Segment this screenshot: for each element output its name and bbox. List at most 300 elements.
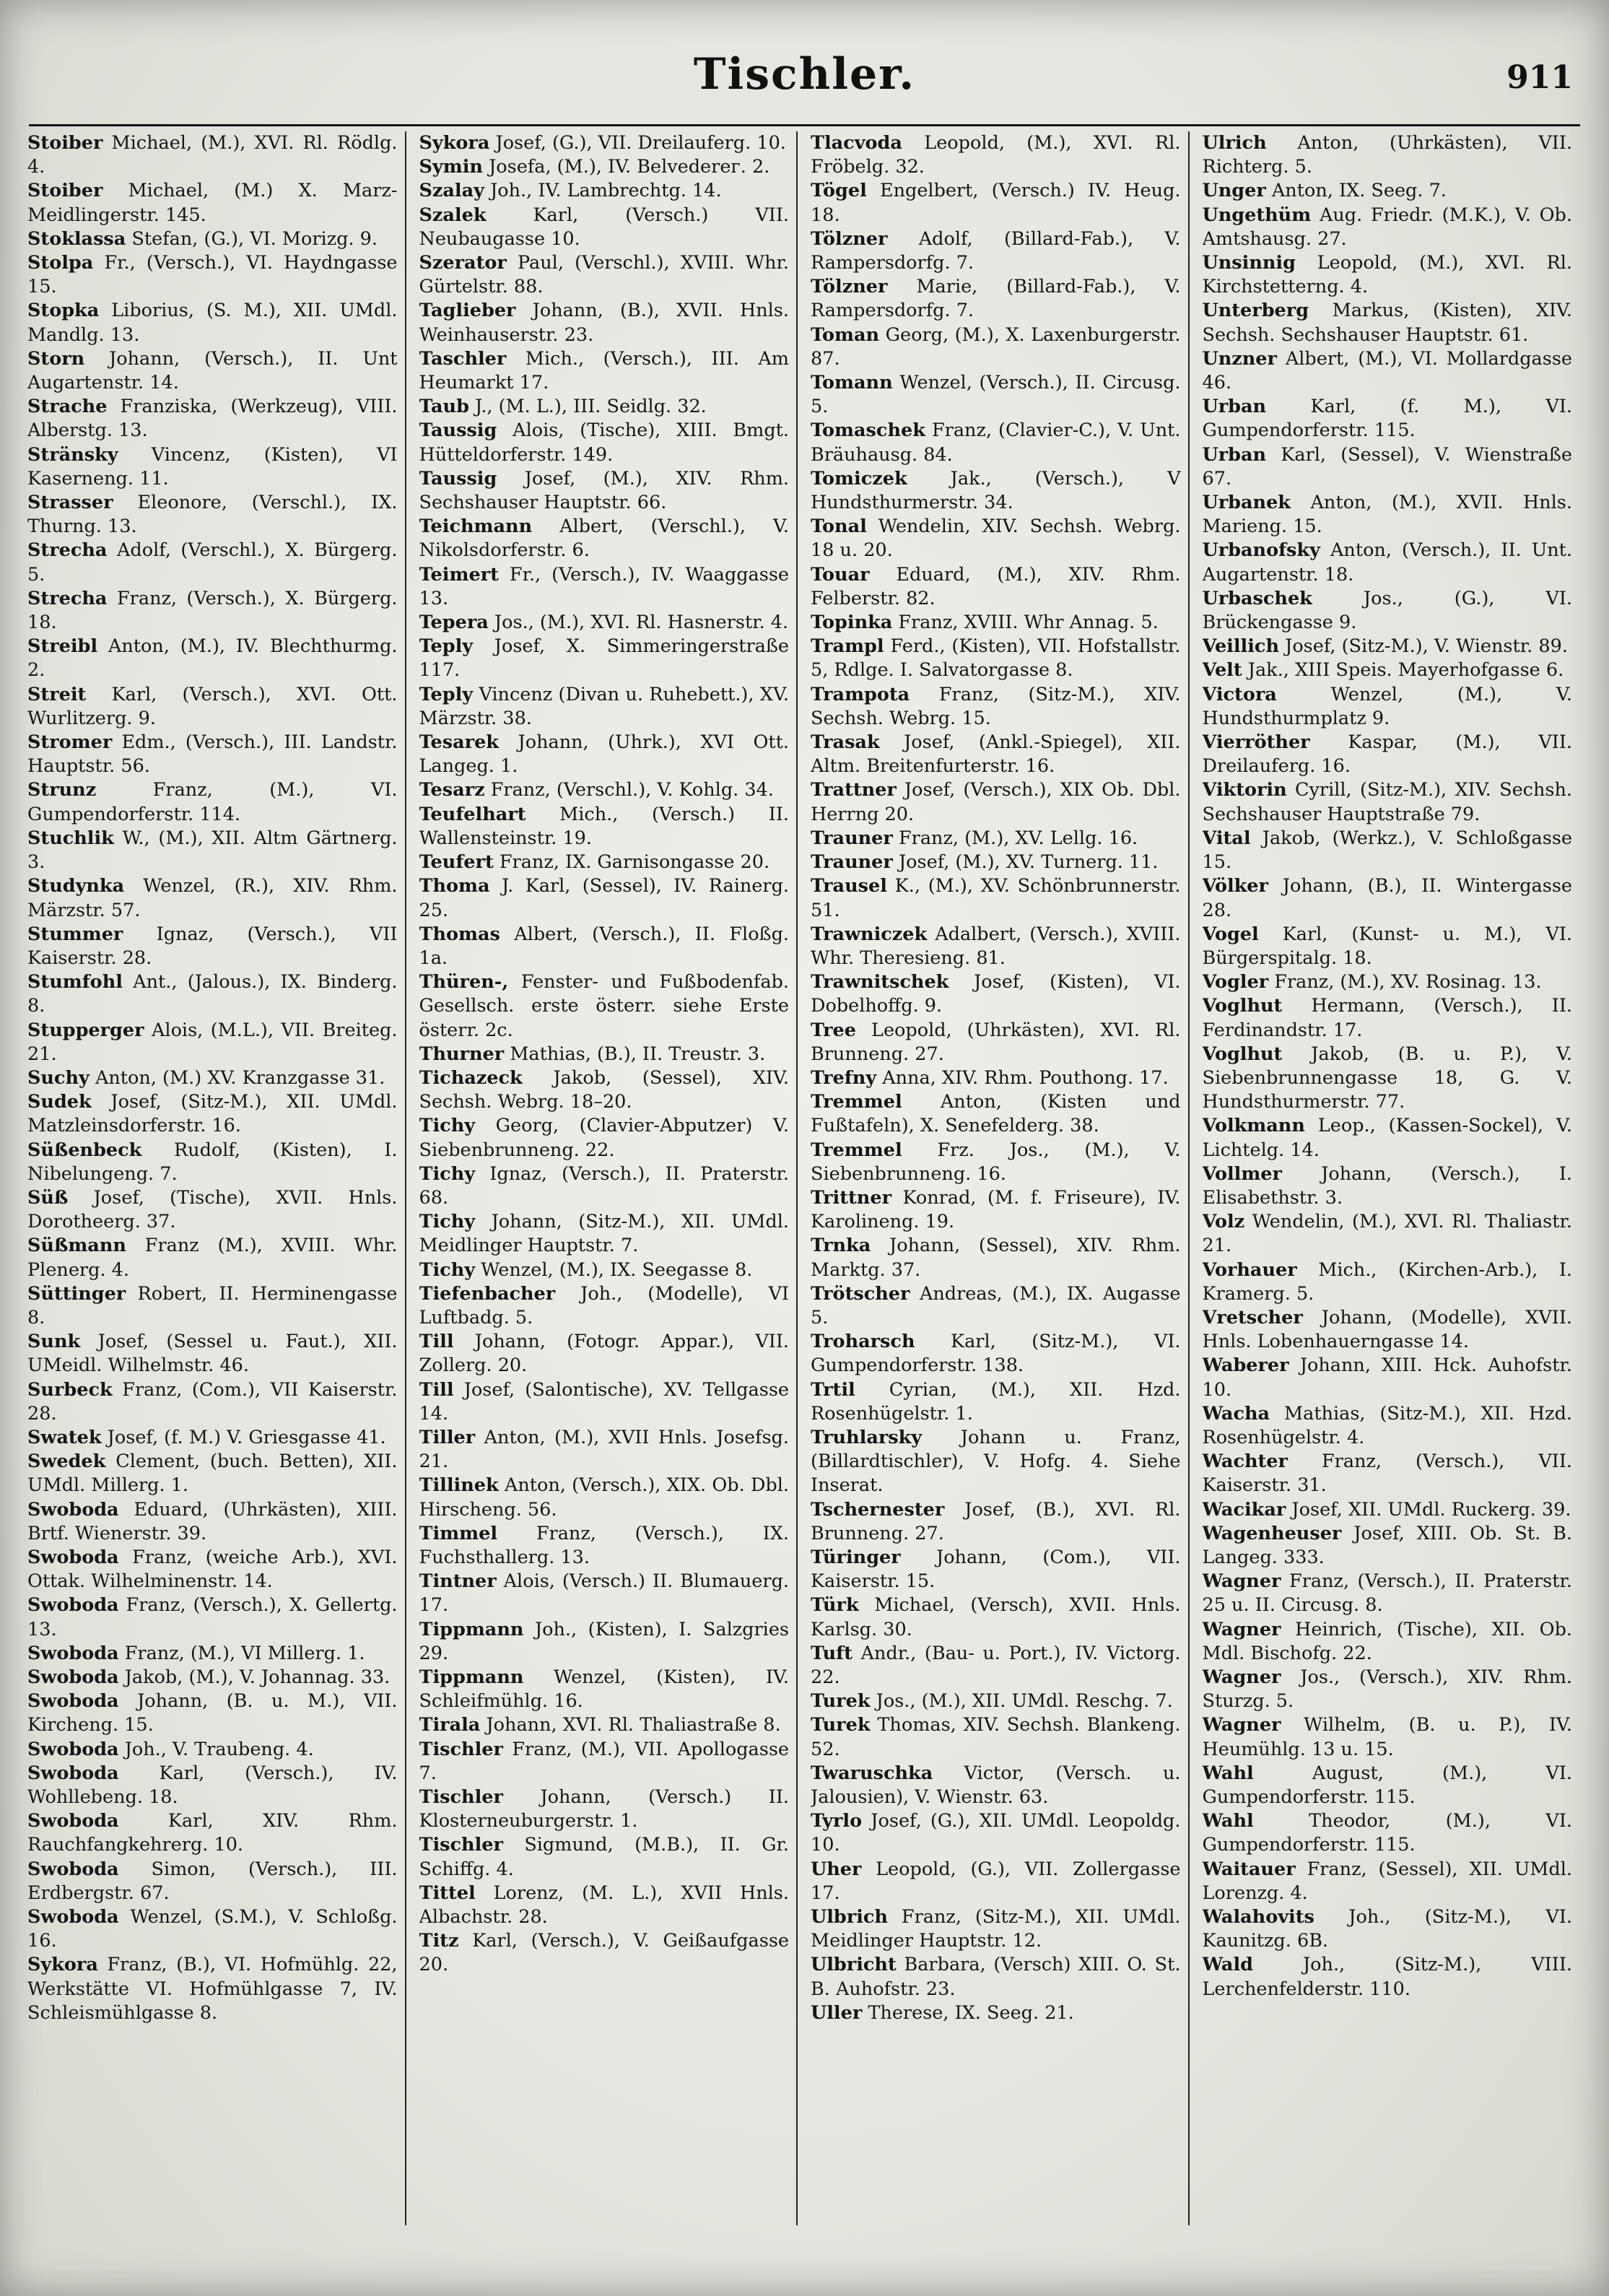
entry-details: Joh., (Sitz-M.), VI. Kaunitzg. 6B.	[1202, 1906, 1572, 1952]
entry-details: Jak., (Versch.), V Hundsthurmerstr. 34.	[811, 467, 1181, 514]
directory-entry	[811, 1282, 1181, 1330]
entry-surname: Swoboda	[27, 1906, 119, 1928]
directory-entry	[419, 1666, 790, 1713]
column-4	[1203, 131, 1580, 2225]
entry-details: Josef, (Tische), XVII. Hnls. Dorotheerg. 37.	[27, 1186, 398, 1233]
entry-details: Josef, (M.), XIV. Rhm. Sechshauser Hauptstr. 66.	[419, 467, 789, 514]
entry-details: Liborius, (S. M.), XII. UMdl. Mandlg. 13.	[27, 300, 398, 346]
entry-surname: Trauner	[811, 851, 893, 874]
directory-entry	[1203, 347, 1573, 395]
entry-details: Josef, (Kisten), VI. Dobelhoffg. 9.	[811, 971, 1181, 1017]
entry-details: Lorenz, (M. L.), XVII Hnls. Albachstr. 28.	[419, 1882, 789, 1928]
directory-entry	[27, 683, 398, 731]
entry-surname: Tiefenbacher	[419, 1282, 556, 1305]
entry-details: Georg, (M.), X. Laxenburgerstr. 87.	[811, 323, 1181, 370]
directory-entry	[811, 323, 1181, 371]
entry-details: Anton, (M.) XV. Kranzgasse 31.	[95, 1066, 385, 1089]
directory-entry	[811, 275, 1181, 323]
entry-surname: Tippmann	[419, 1618, 524, 1640]
entry-surname: Swoboda	[27, 1642, 119, 1664]
entry-details: Karl, (Kunst- u. M.), VI. Bürgerspitalg. 18.	[1202, 923, 1572, 969]
entry-details: Leopold, (M.), XVI. Rl. Fröbelg. 32.	[811, 132, 1181, 178]
entry-surname: Victora	[1202, 683, 1277, 705]
entry-surname: Stuchlik	[27, 827, 114, 849]
entry-details: Wenzel, (M.), V. Hundsthurmplatz 9.	[1202, 683, 1572, 729]
entry-surname: Waberer	[1202, 1354, 1289, 1377]
entry-surname: Vorhauer	[1202, 1258, 1297, 1281]
entry-details: Hermann, (Versch.), II. Ferdinandstr. 17.	[1202, 995, 1572, 1041]
entry-details: Johann u. Franz, (Billardtischler), V. Hofg. 4. Siehe Inserat.	[811, 1426, 1181, 1497]
directory-entry	[1203, 539, 1573, 586]
entry-details: Josefa, (M.), IV. Belvederег. 2.	[489, 156, 770, 178]
directory-entry	[419, 1474, 790, 1521]
directory-entry	[419, 778, 790, 802]
entry-details: Franz (M.), XVIII. Whr. Plenerg. 4.	[27, 1235, 398, 1281]
entry-surname: Trampota	[811, 683, 910, 705]
entry-surname: Turek	[811, 1714, 871, 1736]
entry-details: Franziska, (Werkzeug), VIII. Alberstg. 13.	[27, 396, 398, 442]
directory-entry	[27, 1809, 398, 1857]
entry-details: Joh., IV. Lambrechtg. 14.	[490, 180, 722, 202]
directory-entry	[811, 1953, 1181, 2001]
entry-details: Joh., (Modelle), VI Luftbadg. 5.	[419, 1282, 789, 1329]
entry-surname: Swoboda	[27, 1594, 119, 1617]
entry-details: Franz, (M.), VI Millerg. 1.	[124, 1642, 365, 1664]
entry-surname: Süßenbeck	[27, 1139, 142, 1161]
entry-details: Thomas, XIV. Sechsh. Blankeng. 52.	[811, 1714, 1181, 1760]
directory-entry	[811, 827, 1181, 851]
directory-entry	[27, 251, 398, 299]
entry-surname: Stoiber	[27, 132, 103, 154]
directory-entry	[811, 467, 1181, 515]
entry-surname: Thüren-,	[419, 971, 509, 993]
directory-entry	[811, 851, 1181, 874]
entry-surname: Toman	[811, 323, 880, 346]
entry-details: Mich., (Kirchen-Arb.), I. Kramerg. 5.	[1202, 1258, 1573, 1305]
directory-entry	[1203, 1570, 1573, 1617]
entry-details: Franz, XVIII. Whr Annag. 5.	[898, 612, 1159, 634]
directory-entry	[27, 1858, 398, 1905]
directory-entry	[27, 1330, 398, 1378]
entry-details: Victor, (Versch. u. Jalousien), V. Wienstr. 63.	[811, 1762, 1181, 1809]
directory-entry	[419, 1929, 790, 1977]
entry-surname: Swoboda	[27, 1810, 119, 1832]
directory-entry	[27, 1282, 398, 1330]
entry-surname: Wald	[1202, 1954, 1253, 1976]
entry-details: Ignaz, (Versch.), VII Kaiserstr. 28.	[27, 923, 398, 969]
directory-entry	[1203, 923, 1573, 970]
directory-entry	[1203, 179, 1573, 203]
entry-surname: Titz	[419, 1930, 459, 1952]
entry-surname: Trawnitschek	[811, 971, 949, 993]
directory-entry	[27, 1066, 398, 1090]
directory-entry	[811, 1330, 1181, 1378]
entry-details: Leop., (Kassen-Sockel), V. Lichtelg. 14.	[1202, 1115, 1572, 1161]
column-3	[811, 131, 1190, 2225]
directory-entry	[419, 155, 790, 179]
entry-details: Franz, (Versch.), X. Gellertg. 13.	[27, 1594, 398, 1640]
directory-entry	[811, 131, 1181, 179]
entry-surname: Strasser	[27, 492, 113, 514]
directory-entry	[1203, 1043, 1573, 1115]
entry-details: Jakob, (B. u. P.), V. Siebenbrunnengasse 18, G. V. Hundsthurmerstr. 77.	[1202, 1043, 1573, 1113]
entry-details: Eleonore, (Verschl.), IX. Thurng. 13.	[27, 492, 398, 538]
entry-details: Johann, (Sessel), XIV. Rhm. Marktg. 37.	[811, 1235, 1181, 1281]
entry-details: Michael, (Versch), XVII. Hnls. Karlsg. 30.	[811, 1594, 1181, 1640]
entry-surname: Tippmann	[419, 1666, 524, 1688]
entry-surname: Stumfohl	[27, 971, 123, 993]
directory-entry	[419, 1210, 790, 1258]
entry-surname: Wagenheuser	[1202, 1522, 1342, 1544]
directory-entry	[1203, 587, 1573, 635]
entry-surname: Strecha	[27, 587, 108, 609]
entry-surname: Ulbrich	[811, 1906, 888, 1928]
directory-entry	[1203, 1522, 1573, 1570]
entry-surname: Tittel	[419, 1882, 476, 1904]
directory-entry	[27, 874, 398, 922]
directory-entry	[811, 1139, 1181, 1186]
entry-details: Leopold, (Uhrkästen), XVI. Rl. Brunneng. 27.	[811, 1019, 1181, 1065]
directory-entry	[419, 851, 790, 874]
directory-entry	[1203, 731, 1573, 778]
entry-surname: Urban	[1202, 443, 1267, 466]
entry-surname: Taschler	[419, 347, 507, 370]
directory-entry	[419, 970, 790, 1043]
entry-surname: Unterberg	[1202, 300, 1309, 322]
entry-surname: Sykora	[27, 1954, 98, 1976]
directory-entry	[811, 611, 1181, 635]
entry-surname: Trefny	[811, 1066, 877, 1089]
entry-details: Adolf, (Verschl.), X. Bürgerg. 5.	[27, 539, 398, 586]
entry-surname: Tree	[811, 1019, 857, 1041]
directory-entry	[27, 443, 398, 491]
entry-surname: Vogel	[1202, 923, 1259, 945]
entry-details: Mathias, (B.), II. Treustr. 3.	[510, 1043, 766, 1065]
directory-entry	[811, 731, 1181, 778]
directory-entry	[1203, 970, 1573, 994]
entry-details: Vincenz (Divan u. Ruhebett.), XV. Märzstr. 38.	[419, 683, 790, 729]
entry-details: Mich., (Versch.) II. Wallensteinstr. 19.	[419, 803, 790, 849]
directory-entry	[811, 1426, 1181, 1498]
entry-details: Wendelin, (M.), XVI. Rl. Thaliastr. 21.	[1202, 1211, 1572, 1257]
entry-surname: Topinka	[811, 612, 893, 634]
entry-details: Johann, (Versch.) II. Klosterneuburgerstr. 1.	[419, 1786, 790, 1832]
entry-details: Josef, XIII. Ob. St. B. Langeg. 333.	[1202, 1522, 1572, 1568]
entry-surname: Trausel	[811, 875, 887, 897]
directory-entry	[27, 1642, 398, 1666]
entry-surname: Surbeck	[27, 1378, 113, 1401]
entry-surname: Trötscher	[811, 1282, 910, 1305]
entry-surname: Swoboda	[27, 1498, 119, 1521]
entry-details: Johann, (Uhrk.), XVI Ott. Langeg. 1.	[419, 731, 789, 778]
entry-surname: Wacha	[1202, 1402, 1270, 1425]
entry-surname: Vretscher	[1202, 1306, 1303, 1329]
directory-entry	[419, 299, 790, 347]
entry-surname: Tichazeck	[419, 1066, 523, 1089]
directory-entry	[27, 491, 398, 539]
entry-details: Fr., (Versch.), IV. Waaggasse 13.	[419, 563, 790, 609]
entry-details: Wenzel, (R.), XIV. Rhm. Märzstr. 57.	[27, 875, 398, 921]
directory-entry	[27, 1546, 398, 1593]
entry-surname: Taussig	[419, 467, 497, 490]
entry-details: Karl, (Versch.), XVI. Ott. Wurlitzerg. 9.	[27, 683, 398, 729]
entry-surname: Trasak	[811, 731, 880, 754]
entry-surname: Sunk	[27, 1331, 81, 1353]
entry-surname: Walahovits	[1202, 1906, 1314, 1928]
entry-details: Stefan, (G.), VI. Morizg. 9.	[131, 227, 378, 250]
entry-surname: Tichy	[419, 1115, 476, 1137]
entry-surname: Szalay	[419, 180, 484, 202]
entry-surname: Trampl	[811, 635, 884, 658]
entry-details: Andreas, (M.), IX. Augasse 5.	[811, 1282, 1181, 1329]
entry-details: Franz, (Verschl.), V. Kohlg. 34.	[490, 779, 774, 801]
entry-details: Theodor, (M.), VI. Gumpendorferstr. 115.	[1202, 1810, 1573, 1856]
page-title: Tischler.	[693, 49, 916, 100]
directory-entry	[811, 1186, 1181, 1234]
entry-details: Joh., (Kisten), I. Salzgries 29.	[419, 1618, 790, 1664]
directory-entry	[419, 1258, 790, 1282]
entry-surname: Teufert	[419, 851, 494, 874]
entry-details: J., (M. L.), III. Seidlg. 32.	[475, 396, 707, 418]
entry-details: Karl, (Versch.), IV. Wohllebeng. 18.	[27, 1762, 398, 1809]
entry-surname: Stolpa	[27, 252, 94, 274]
directory-entry	[811, 683, 1181, 731]
entry-surname: Stromer	[27, 731, 113, 754]
entry-details: Karl, (f. M.), VI. Gumpendorferstr. 115.	[1202, 396, 1573, 442]
entry-details: Jos., (M.), XVI. Rl. Hasnerstr. 4.	[494, 612, 789, 634]
directory-entry	[419, 1882, 790, 1929]
directory-entry	[1203, 1809, 1573, 1857]
entry-details: Edm., (Versch.), III. Landstr. Hauptstr. 56.	[27, 731, 398, 778]
entry-surname: Tischler	[419, 1786, 503, 1809]
directory-entry	[419, 1162, 790, 1210]
entry-details: Wenzel, (S.M.), V. Schloßg. 16.	[27, 1906, 398, 1952]
directory-entry	[1203, 1402, 1573, 1450]
entry-surname: Urbanek	[1202, 492, 1291, 514]
entry-details: Franz, (Versch.), IX. Fuchsthallerg. 13.	[419, 1522, 789, 1568]
entry-details: Therese, IX. Seeg. 21.	[868, 2001, 1074, 2024]
entry-surname: Tichy	[419, 1258, 476, 1281]
entry-surname: Voglhut	[1202, 1043, 1283, 1065]
entry-details: Albert, (Versch.), II. Floßg. 1a.	[419, 923, 790, 969]
entry-details: Josef, (G.), XII. UMdl. Leopoldg. 10.	[811, 1810, 1181, 1856]
entry-details: Georg, (Clavier-Abputzer) V. Siebenbrunneng. 22.	[419, 1115, 789, 1161]
entry-surname: Szalek	[419, 204, 487, 226]
directory-entry	[811, 1642, 1181, 1690]
directory-entry	[811, 1713, 1181, 1761]
entry-surname: Teimert	[419, 563, 499, 586]
entry-details: Jakob, (Sessel), XIV. Sechsh. Webrg. 18–20.	[419, 1066, 789, 1113]
directory-entry	[811, 1498, 1181, 1546]
entry-details: Josef, (f. M.) V. Griesgasse 41.	[107, 1426, 386, 1448]
entry-details: Franz, IX. Garnisongasse 20.	[499, 851, 770, 874]
entry-details: Josef, (Sitz-M.), V. Wienstr. 89.	[1285, 635, 1568, 658]
entry-details: Josef, XII. UMdl. Ruckerg. 39.	[1291, 1498, 1571, 1521]
directory-entry	[419, 923, 790, 970]
entry-details: Johann, (Fotogr. Appar.), VII. Zollerg. 20.	[419, 1331, 789, 1377]
directory-entry	[27, 1738, 398, 1762]
directory-entry	[811, 2001, 1181, 2025]
entry-surname: Ulrich	[1202, 132, 1267, 154]
entry-surname: Taglieber	[419, 300, 516, 322]
entry-surname: Tiller	[419, 1426, 476, 1448]
entry-details: W., (M.), XII. Altm Gärtnerg. 3.	[27, 827, 398, 874]
entry-details: Franz, (M.), XV. Lellg. 16.	[898, 827, 1138, 849]
entry-details: Josef, (Sessel u. Faut.), XII. UMeidl. Wilhelmstr. 46.	[27, 1331, 398, 1377]
entry-details: Franz, (weiche Arb.), XVI. Ottak. Wilhelminenstr. 14.	[27, 1546, 398, 1593]
entry-details: Jos., (M.), XII. UMdl. Reschg. 7.	[876, 1690, 1173, 1713]
entry-details: August, (M.), VI. Gumpendorferstr. 115.	[1202, 1762, 1572, 1809]
entry-surname: Wahl	[1202, 1762, 1254, 1784]
directory-entry	[27, 1905, 398, 1953]
entry-surname: Sudek	[27, 1091, 92, 1113]
directory-entry	[811, 179, 1181, 227]
entry-details: Cyrian, (M.), XII. Hzd. Rosenhügelstr. 1.	[811, 1378, 1181, 1425]
entry-details: Jos., (G.), VI. Brückengasse 9.	[1202, 587, 1573, 634]
entry-surname: Tillinek	[419, 1474, 499, 1497]
entry-surname: Tschernester	[811, 1498, 945, 1521]
entry-surname: Swoboda	[27, 1858, 119, 1880]
directory-entry	[811, 1546, 1181, 1593]
entry-surname: Truhlarsky	[811, 1426, 923, 1448]
entry-details: Anton, (M.), XVII Hnls. Josefsg. 21.	[419, 1426, 789, 1473]
directory-entry	[419, 1618, 790, 1666]
entry-surname: Urbaschek	[1202, 587, 1312, 609]
entry-surname: Tölzner	[811, 276, 888, 298]
entry-surname: Sykora	[419, 132, 490, 154]
directory-entry	[27, 827, 398, 874]
directory-entry	[811, 419, 1181, 466]
entry-surname: Teply	[419, 635, 474, 658]
directory-entry	[419, 251, 790, 299]
entry-surname: Velt	[1202, 659, 1242, 682]
entry-surname: Tesarz	[419, 779, 485, 801]
entry-surname: Stummer	[27, 923, 123, 945]
entry-details: Karl, (Versch.) VII. Neubaugasse 10.	[419, 204, 790, 250]
page-number: 911	[1506, 59, 1573, 96]
entry-details: Karl, (Versch.), V. Geißaufgasse 20.	[419, 1930, 790, 1976]
directory-entry	[1203, 994, 1573, 1042]
directory-entry	[1203, 683, 1573, 731]
directory-entry	[811, 371, 1181, 419]
entry-details: Eduard, (Uhrkästen), XIII. Brtf. Wienerstr. 39.	[27, 1498, 398, 1544]
directory-entry	[811, 227, 1181, 275]
entry-surname: Ulbricht	[811, 1954, 897, 1976]
entry-surname: Thomas	[419, 923, 500, 945]
directory-entry	[27, 131, 398, 179]
entry-surname: Voglhut	[1202, 995, 1283, 1017]
entry-surname: Tölzner	[811, 227, 888, 250]
directory-entry	[419, 563, 790, 611]
entry-surname: Stoklassa	[27, 227, 126, 250]
directory-entry	[419, 611, 790, 635]
directory-entry	[1203, 251, 1573, 299]
directory-entry	[419, 1522, 790, 1570]
entry-details: Anna, XIV. Rhm. Pouthong. 17.	[882, 1066, 1169, 1089]
entry-details: Johann, XVI. Rl. Thaliastraße 8.	[486, 1714, 781, 1736]
directory-entry	[1203, 658, 1573, 682]
directory-entry	[27, 1762, 398, 1809]
entry-surname: Turek	[811, 1690, 871, 1713]
directory-entry	[27, 539, 398, 586]
entry-surname: Veillich	[1202, 635, 1279, 658]
entry-surname: Viktorin	[1202, 779, 1287, 801]
entry-details: Johann, XIII. Hck. Auhofstr. 10.	[1202, 1354, 1573, 1401]
entry-details: Adolf, (Billard-Fab.), V. Rampersdorfg. 7.	[811, 227, 1181, 274]
entry-details: Michael, (M.), XVI. Rl. Rödlg. 4.	[27, 132, 398, 178]
entry-surname: Urban	[1202, 396, 1267, 418]
entry-details: Franz, (Sitz-M.), XII. UMdl. Meidlinger Hauptstr. 12.	[811, 1906, 1181, 1952]
directory-entry	[27, 587, 398, 635]
directory-entry	[1203, 1162, 1573, 1210]
entry-details: J. Karl, (Sessel), IV. Rainerg. 25.	[419, 875, 789, 921]
directory-entry	[419, 1833, 790, 1881]
entry-details: Frz. Jos., (M.), V. Siebenbrunneng. 16.	[811, 1139, 1181, 1185]
entry-details: Johann, (B. u. M.), VII. Kircheng. 15.	[27, 1690, 398, 1736]
entry-surname: Unsinnig	[1202, 252, 1296, 274]
directory-entry	[1203, 1953, 1573, 2001]
entry-surname: Tomiczek	[811, 467, 907, 490]
entry-details: Michael, (M.) X. Marz- Meidlingerstr. 145.	[27, 180, 398, 226]
directory-entry	[1203, 1762, 1573, 1809]
entry-details: Franz, (Versch.), X. Bürgerg. 18.	[27, 587, 398, 634]
directory-entry	[1203, 1114, 1573, 1162]
directory-entry	[27, 635, 398, 682]
entry-surname: Vital	[1202, 827, 1251, 849]
entry-details: Anton, (Uhrkästen), VII. Richterg. 5.	[1202, 132, 1572, 178]
directory-entry	[419, 1570, 790, 1617]
entry-surname: Tintner	[419, 1570, 497, 1593]
entry-details: Anton, (Versch.), XIX. Ob. Dbl. Hirscheng. 56.	[419, 1474, 790, 1521]
entry-surname: Ungethüm	[1202, 204, 1312, 226]
directory-entry	[811, 1905, 1181, 1953]
entry-details: Ignaz, (Versch.), II. Praterstr. 68.	[419, 1162, 789, 1209]
entry-details: Franz, (M.), VI. Gumpendorferstr. 114.	[27, 779, 398, 825]
directory-entry	[419, 1043, 790, 1066]
entry-details: Leopold, (G.), VII. Zollergasse 17.	[811, 1858, 1181, 1904]
directory-entry	[419, 635, 790, 682]
entry-surname: Unger	[1202, 180, 1266, 202]
entry-details: Fr., (Versch.), VI. Haydngasse 15.	[27, 252, 398, 298]
entry-surname: Tepera	[419, 612, 489, 634]
entry-details: Heinrich, (Tische), XII. Ob. Mdl. Bischofg. 22.	[1202, 1618, 1573, 1664]
directory-entry	[27, 1090, 398, 1138]
entry-surname: Völker	[1202, 875, 1268, 897]
directory-entry	[27, 1953, 398, 2025]
directory-entry	[1203, 1905, 1573, 1953]
directory-entry	[419, 179, 790, 203]
entry-details: Marie, (Billard-Fab.), V. Rampersdorfg. 7.	[811, 276, 1181, 322]
directory-entry	[811, 970, 1181, 1018]
entry-surname: Tirala	[419, 1714, 481, 1736]
directory-entry	[1203, 299, 1573, 347]
entry-details: Anton, (M.), XVII. Hnls. Marieng. 15.	[1202, 492, 1572, 538]
entry-surname: Swedek	[27, 1451, 106, 1473]
entry-details: Cyrill, (Sitz-M.), XIV. Sechsh. Sechshauser Hauptstraße 79.	[1202, 779, 1572, 825]
entry-surname: Strache	[27, 396, 108, 418]
entry-details: Wenzel, (Kisten), IV. Schleifmühlg. 16.	[419, 1666, 789, 1713]
entry-details: Adalbert, (Versch.), XVIII. Whr. Theresieng. 81.	[811, 923, 1181, 969]
entry-surname: Wachter	[1202, 1451, 1288, 1473]
directory-entry	[419, 1426, 790, 1474]
entry-surname: Waitauer	[1202, 1858, 1296, 1880]
entry-surname: Strunz	[27, 779, 97, 801]
directory-entry	[1203, 778, 1573, 826]
entry-surname: Thoma	[419, 875, 490, 897]
entry-surname: Tichy	[419, 1162, 476, 1185]
entry-surname: Uller	[811, 2001, 863, 2024]
directory-entry	[811, 1593, 1181, 1641]
